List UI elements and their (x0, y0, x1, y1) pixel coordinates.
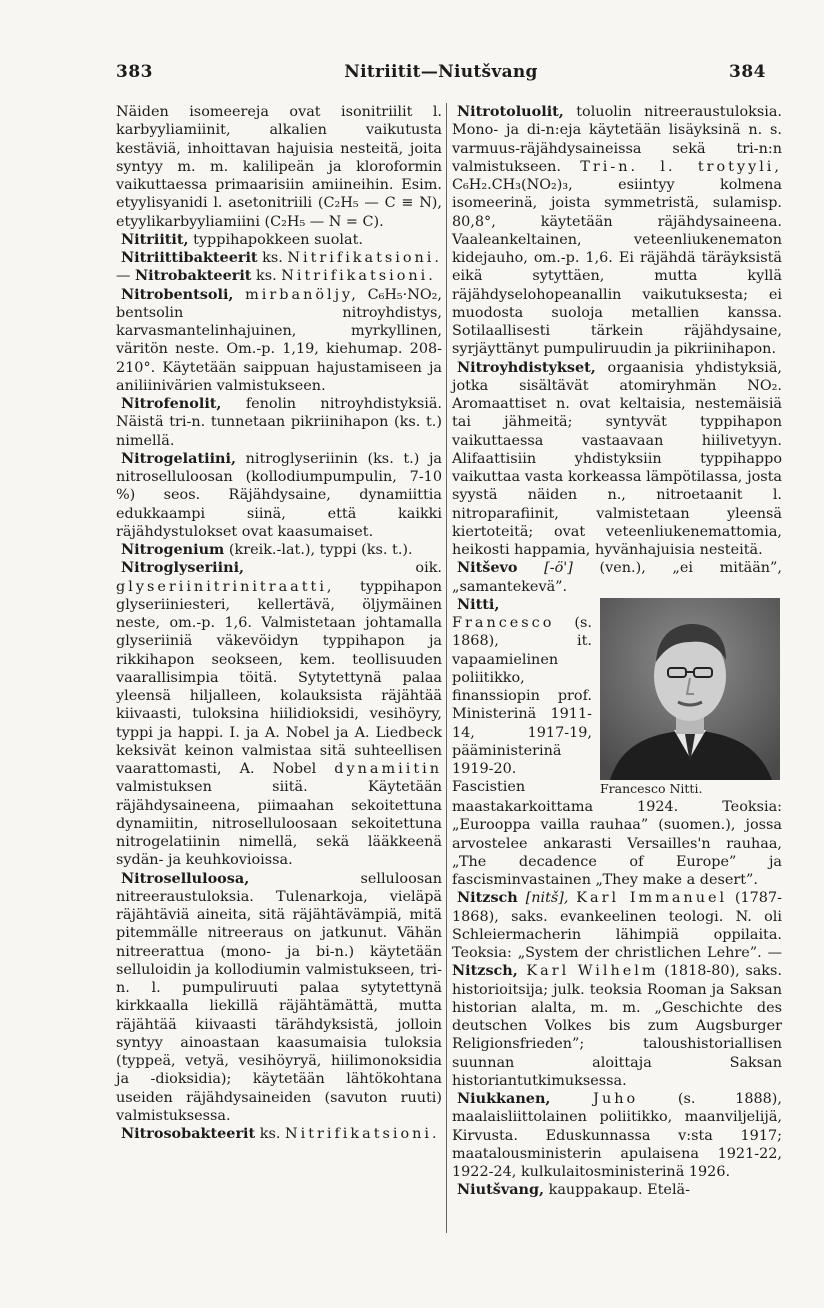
page-number-right: 384 (729, 62, 766, 82)
definition: oik. (244, 560, 442, 577)
entry-isonitriilit-continuation: Näiden isomeereja ovat isonitriilit l. karbyyliamiinit, alkalien vaikutusta kestäviä, inhoittavan hajuisia nesteitä, joita syntyy m. m. kalilipeän ja kloroformin vaikuttaessa primaarisiin amiineihin. Esim. etyylisyanidi l. asetonitriili (C₂H₅ — C ≡ N), etyylikarbyyliamiini (C₂H₅ — N = C). (116, 104, 442, 230)
entry-nitzsch-karl-immanuel (452, 889, 782, 1090)
entry-niutsvang (452, 1181, 782, 1199)
headword: Nitrosobakteerit (121, 1125, 256, 1142)
definition: typpihapon glyseriiniesteri, kellertävä, öljymäinen neste, om.-p. 1,6. Valmistetaan johtamalla glyseriiniä väkevöidyn typpihapon ja rikkihapon seokseen, kem. teollisuuden vaarallisimpia töitä. Sytytettynä palaa yleensä hiljalleen, kolauksista räjähtää kiivaasti, tuloksina hiilidioksidi, vesihöyry, typpi ja happi. I. ja A. Nobel ja A. Liedbeck keksivät keinon valmistaa sitä suhteellisen vaarattomasti, A. Nobel (116, 578, 442, 777)
entry-nitrogelatiini (116, 450, 442, 541)
headword: Nitrobentsoli, (121, 285, 234, 303)
left-column (116, 103, 442, 1143)
headword: Nitroyhdistykset, (457, 358, 596, 376)
headword: Nitzsch (457, 889, 518, 907)
definition: ks. (255, 1126, 286, 1142)
emphasis: dynamiitin (334, 761, 442, 777)
synonym: glyseriinitrinitraatti, (116, 578, 335, 595)
headword: Nitrofenolit, (121, 395, 222, 412)
entry-nitroyhdistykset (452, 359, 782, 560)
definition: (s. 1868), it. vapaamielinen poliitikko, finanssiopin prof. Ministerinä 1911-14, 1917-19, pääministerinä 1919-20. Fascistien maastakarkoittama 1924. Teoksia: „Eurooppa vailla rauhaa” (suomen.), jossa arvostelee ankarasti Versailles'n rauhaa, „The decadence of Europe” ja fascisminvastainen „They make a desert”. (452, 615, 782, 888)
entry-nitrogenium (116, 541, 442, 559)
given-name: Juho (550, 1091, 639, 1107)
portrait-caption: Francesco Nitti. (600, 780, 703, 796)
headword: Nitriittibakteerit (121, 249, 258, 266)
entry-nitrotoluolit (452, 103, 782, 359)
headword: Nitrogelatiini, (121, 449, 236, 467)
column-divider (446, 103, 447, 1233)
synonym: mirbanöljy, (233, 286, 359, 303)
running-header (116, 62, 766, 90)
definition: (1787-1868), saks. evankeelinen teologi. N. oli Schleiermacherin lähimpiä oppilaita. Teoksia: „System der christlichen Lehre”. — (452, 890, 782, 961)
entry-nitrobentsoli (116, 286, 442, 396)
definition: — (116, 268, 135, 285)
entry-nitrofenolit (116, 395, 442, 450)
definition: toluolin nitreeraustuloksia. Mono- ja di-n:eja käytetään lisäyksinä n. s. varmuus-räjähdysaineissa sekä tri-n:n valmistukseen. (452, 104, 782, 175)
definition: ks. (251, 268, 282, 285)
entry-nitti-wrapper (452, 596, 782, 890)
page-number-left: 383 (116, 62, 153, 82)
pronunciation: [-ö'] (517, 560, 573, 577)
cross-reference: Nitrifikatsioni. (287, 250, 442, 266)
headword: Nitrogenium (121, 541, 225, 558)
entry-nitroglyseriini (116, 559, 442, 869)
definition: nitroglyseriinin (ks. t.) ja nitroselluloosan (kollodiumpumpulin, 7-10 %) seos. Räjähdysaine, dynamiittia edukkaampi siinä, että kaikki räjähdystulokset ovat kaasumaiset. (116, 450, 442, 540)
definition: (ven.), „ei mitään”, „samantekevä”. (452, 560, 782, 595)
headword: Nitrotoluolit, (457, 103, 564, 120)
headword: Nitti, (457, 595, 500, 613)
definition: valmistuksen siitä. Käytetään räjähdysaineena, piimaahan sekoitettuna dynamiitin, nitroselluloosaan sekoitettuna nitrogelatiinin nimellä, sekä lääkkeenä sydän- ja keuhkovioissa. (116, 779, 442, 869)
definition: typpihapokkeen suolat. (188, 231, 363, 248)
headword: Nitroglyseriini, (121, 559, 245, 577)
definition: kauppakaup. Etelä- (544, 1182, 690, 1199)
entry-nitroselluloosa (116, 870, 442, 1126)
definition: fenolin nitroyhdistyksiä. Näistä tri-n. tunnetaan pikriinihapon (ks. t.) nimellä. (116, 396, 442, 449)
definition: selluloosan nitreeraustuloksia. Tulenarkoja, vieläpä räjähtäviä aineita, sitä räjähtävämpiä, mitä pitemmälle nitreeraus on jatkunut. Vähän nitreerattua (mono- ja bi-n.) käytetään selluloidin ja kollodiumin valmistukseen, tri-n. l. pumpuliruuti palaa sytytettynä kirkkaalla liekillä räjähtämättä, mutta räjähtää kiivaasti tärähdyksistä, jolloin syntyy ainoastaan kaasumaisia tuloksia (typpeä, vetyä, vesihöyryä, hiilimonoksidia ja -dioksidia); käytetään lähtökohtana useiden räjähdysaineiden (savuton ruuti) valmistuksessa. (116, 870, 442, 1124)
pronunciation: [nitš], (517, 890, 569, 907)
definition: (s. 1888), maalaisliittolainen poliitikko, maanviljelijä, Kirvusta. Eduskunnassa v:sta 1917; maatalousministerin apulaisena 1921-22, 1922-24, kulkulaitosministerinä 1926. (452, 1091, 782, 1180)
definition: C₆H₂.CH₃(NO₂)₃, esiintyy kolmena isomeerinä, joista symmetristä, sulamisp. 80,8°, käytetään räjähdysaineena. Vaaleankeltainen, veteenliukenematon kidejauho, om.-p. 1,6. Ei räjähdä täräyksistä eikä sytyttäen, mutta kyllä räjähdyselohopeanallin vaikutuksesta; ei muodosta suoloja metallien kanssa. Sotilaallisesti tärkein räjähdysaine, syrjäyttänyt pumpuliruudin ja pikriinihapon. (452, 177, 782, 358)
entry-nitrosobakteerit (116, 1125, 442, 1143)
definition: C₆H₅·NO₂, bentsolin nitroyhdistys, karvasmantelinhajuinen, myrkyllinen, väritön neste. Om.-p. 1,19, kiehumap. 208-210°. Käytetään saippuan hajustamiseen ja aniliinivärien valmistukseen. (116, 286, 442, 394)
headword: Nitroselluloosa, (121, 869, 250, 887)
right-column (452, 103, 782, 1200)
headword: Nitzsch, (452, 962, 518, 980)
synonym: Tri-n. l. trotyyli, (580, 158, 782, 175)
definition: ks. (257, 250, 288, 266)
headword: Nitrobakteerit (134, 267, 252, 285)
portrait-photo (600, 598, 780, 780)
headword: Niutšvang, (457, 1181, 545, 1199)
headword: Niukkanen, (457, 1090, 551, 1107)
given-name: Karl Immanuel (576, 890, 728, 907)
entry-nitriittibakteerit (116, 249, 442, 286)
entry-nitriitit (116, 231, 442, 249)
headword: Nitriitit, (121, 230, 189, 248)
given-name: Francesco (452, 615, 555, 631)
definition: (kreik.-lat.), typpi (ks. t.). (224, 542, 413, 558)
entry-nitti (452, 596, 782, 890)
definition: orgaanisia yhdistyksiä, jotka sisältävät atomiryhmän NO₂. Aromaattiset n. ovat keltaisia, nestemäisiä tai jähmeitä; syntyvät typpihapon vaikuttaessa vastaavaan hiilivetyyn. Alifaattisiin yhdistyksiin typpihappo vaikuttaa vasta korkeassa lämpötilassa, josta syystä näiden n., nitroetaanit l. nitroparafiinit, valmistetaan yleensä kiertoteitä; ovat veteenliukenemattomia, heikosti happamia, hyvänhajuisia nesteitä. (452, 359, 782, 558)
entry-nitsevo (452, 559, 782, 596)
given-name: Karl Wilhelm (517, 963, 659, 980)
entry-niukkanen (452, 1090, 782, 1181)
definition: (1818-80), saks. historioitsija; julk. teoksia Rooman ja Saksan historian alalta, m. m. „Geschichte des deutschen Volkes bis zum Augsburger Religionsfrieden”; taloushistoriallisen suunnan aloittaja Saksan historiantutkimuksessa. (452, 963, 782, 1089)
cross-reference: Nitrifikatsioni. (285, 1126, 440, 1142)
page-title: Nitriitit—Niutšvang (344, 62, 538, 82)
cross-reference: Nitrifikatsioni. (281, 268, 436, 285)
headword: Nitševo (457, 559, 518, 577)
portrait-figure (600, 598, 782, 798)
